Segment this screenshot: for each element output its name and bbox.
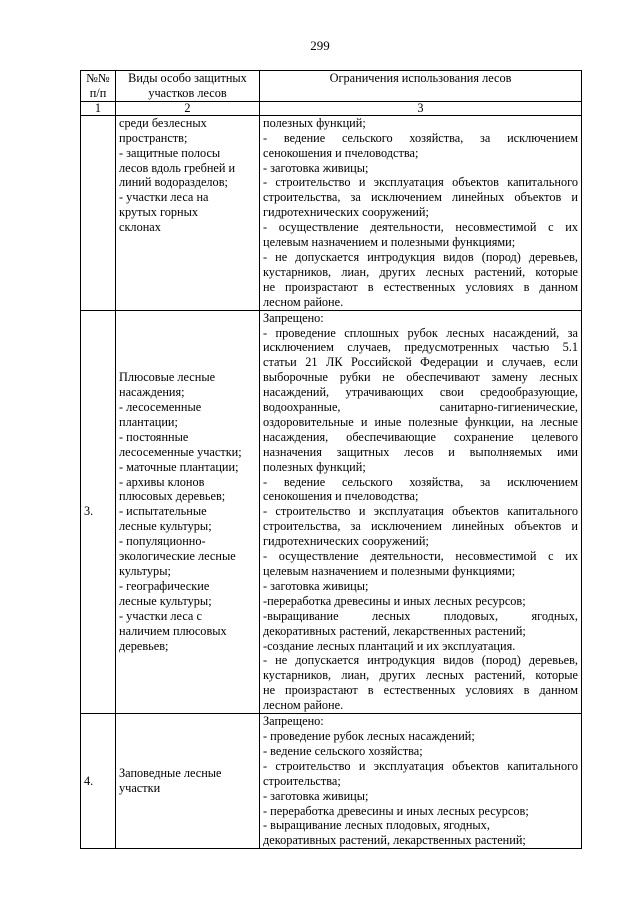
cell-line: строительства, за исключением линейных объектов и — [263, 519, 578, 534]
cell-line: - участки леса на — [119, 190, 209, 205]
cell-line: сенокошения и пчеловодства; — [263, 489, 419, 504]
cell-line: насаждений, утрачивающих свои средообразующие, — [263, 385, 578, 400]
page-number: 299 — [310, 38, 330, 53]
column-number: 1 — [81, 101, 116, 115]
header-restrictions-text: Ограничения использования лесов — [329, 71, 512, 85]
cell-line: не произрастают в естественных условиях в данном — [263, 683, 578, 698]
cell-line: - ведение сельского хозяйства, за исключением — [263, 130, 578, 145]
row-number: 4. — [81, 714, 116, 849]
cell-line: лесном районе. — [263, 294, 344, 309]
row-number — [81, 115, 116, 310]
cell-line: выборочные рубки не обеспечивают замену лесных — [263, 370, 578, 385]
cell-line: - проведение сплошных рубок лесных насаждений, за — [263, 325, 578, 340]
cell-line: назначения защитных лесов и выполняемых ими — [263, 444, 578, 459]
cell-line: плантации; — [119, 414, 178, 429]
cell-line: декоративных растений, лекарственных растений; — [263, 833, 526, 848]
cell-line: водоохранные, санитарно-гигиенические, — [263, 400, 578, 415]
cell-line: исключением случаев, предусмотренных частью 5.1 — [263, 340, 578, 355]
protected-area-types — [116, 115, 260, 310]
usage-restrictions — [260, 714, 582, 849]
cell-line: кустарников, лиан, других лесных растений, которые — [263, 264, 578, 279]
cell-line: лесосеменные участки; — [119, 444, 242, 459]
cell-line: гидротехнических сооружений; — [263, 534, 429, 549]
column-number: 3 — [260, 101, 582, 115]
cell-line: пространств; — [119, 130, 188, 145]
cell-line: - ведение сельского хозяйства, за исключением — [263, 474, 578, 489]
cell-line: Запрещено: — [263, 714, 324, 729]
table-row — [81, 115, 582, 310]
protected-area-types — [116, 310, 260, 713]
cell-line: наличием плюсовых — [119, 623, 227, 638]
cell-line: - испытательные — [119, 504, 207, 519]
cell-line: - популяционно- — [119, 534, 206, 549]
cell-line: целевым назначением и полезными функциями; — [263, 564, 516, 578]
cell-line: строительства; — [263, 773, 341, 788]
cell-line: Запрещено: — [263, 310, 324, 325]
cell-line: - ведение сельского хозяйства; — [263, 743, 423, 758]
cell-line: - маточные плантации; — [119, 459, 239, 474]
cell-line: Плюсовые лесные — [119, 370, 216, 385]
cell-line: Заповедные лесные — [119, 766, 222, 781]
cell-line: - осуществление деятельности, несовместимой с их — [263, 549, 578, 564]
usage-restrictions — [260, 310, 582, 713]
cell-line: плюсовых деревьев; — [119, 489, 226, 504]
cell-line: крутых горных — [119, 205, 198, 220]
cell-line: кустарников, лиан, других лесных растений, которые — [263, 668, 578, 683]
cell-line: культуры; — [119, 564, 171, 578]
cell-line: деревьев; — [119, 638, 169, 653]
cell-line: строительства, за исключением линейных объектов и — [263, 190, 578, 205]
row-number: 3. — [81, 310, 116, 713]
header-types-line: участков лесов — [148, 85, 227, 100]
cell-line: - осуществление деятельности, несовместимой с их — [263, 220, 578, 235]
cell-line: лесные культуры; — [119, 593, 212, 608]
table-header-row — [81, 71, 582, 102]
cell-line: среди безлесных — [119, 115, 207, 130]
cell-line: гидротехнических сооружений; — [263, 205, 429, 220]
cell-line: - проведение рубок лесных насаждений; — [263, 728, 475, 743]
cell-line: - архивы клонов — [119, 474, 205, 489]
cell-line: - постоянные — [119, 429, 189, 444]
cell-line: - заготовка живицы; — [263, 578, 369, 593]
cell-line: полезных функций; — [263, 459, 366, 474]
cell-line: - защитные полосы — [119, 145, 221, 160]
cell-line: сенокошения и пчеловодства; — [263, 145, 419, 160]
cell-line: участки — [119, 781, 161, 796]
column-numbering-row — [81, 101, 582, 115]
table-row — [81, 714, 582, 849]
restrictions-table — [80, 70, 582, 849]
cell-line: - не допускается интродукция видов (пород) деревьев, — [263, 249, 578, 264]
cell-line: лесов вдоль гребней и — [119, 160, 236, 175]
cell-line: - географические — [119, 578, 210, 593]
cell-line: насаждения; — [119, 385, 185, 400]
cell-line: - заготовка живицы; — [263, 788, 369, 803]
cell-line: -создание лесных плантаций и их эксплуатация. — [263, 638, 516, 653]
cell-line: - лесосеменные — [119, 400, 202, 415]
cell-line: - строительство и эксплуатация объектов капитального — [263, 504, 578, 519]
protected-area-types — [116, 714, 260, 849]
cell-line: - строительство и эксплуатация объектов капитального — [263, 175, 578, 190]
cell-line: - переработка древесины и иных лесных ресурсов; — [263, 803, 529, 818]
header-number-line: п/п — [89, 85, 107, 100]
cell-line: - участки леса с — [119, 608, 202, 623]
header-number-cell — [81, 71, 116, 102]
cell-line: не произрастают в естественных условиях в данном — [263, 279, 578, 294]
cell-line: - не допускается интродукция видов (пород) деревьев, — [263, 653, 578, 668]
cell-line: - строительство и эксплуатация объектов капитального — [263, 758, 578, 773]
cell-line: лесном районе. — [263, 698, 344, 713]
cell-line: оздоровительные и иные полезные функции, на лесные — [263, 414, 578, 429]
header-types-cell — [116, 71, 260, 102]
cell-line: декоративных растений, лекарственных растений; — [263, 623, 526, 638]
cell-line: статьи 21 ЛК Российской Федерации и случаев, если — [263, 355, 578, 370]
header-number-line: №№ — [86, 71, 110, 85]
cell-line: -выращивание лесных плодовых, ягодных, — [263, 608, 578, 623]
cell-line: экологические лесные — [119, 549, 236, 564]
cell-line: -переработка древесины и иных лесных ресурсов; — [263, 593, 526, 608]
cell-line: склонах — [119, 220, 161, 235]
cell-line: - заготовка живицы; — [263, 160, 369, 175]
usage-restrictions — [260, 115, 582, 310]
cell-line: насаждения, обеспечивающие сохранение целевого — [263, 429, 578, 444]
cell-line: целевым назначением и полезными функциями; — [263, 235, 516, 250]
column-number: 2 — [116, 101, 260, 115]
cell-line: полезных функций; — [263, 115, 366, 130]
header-restrictions-cell — [260, 71, 582, 102]
header-types-line: Виды особо защитных — [128, 71, 247, 85]
cell-line: лесные культуры; — [119, 519, 212, 534]
table-row — [81, 310, 582, 713]
cell-line: линий водоразделов; — [119, 175, 228, 190]
cell-line: - выращивание лесных плодовых, ягодных, — [263, 818, 490, 833]
